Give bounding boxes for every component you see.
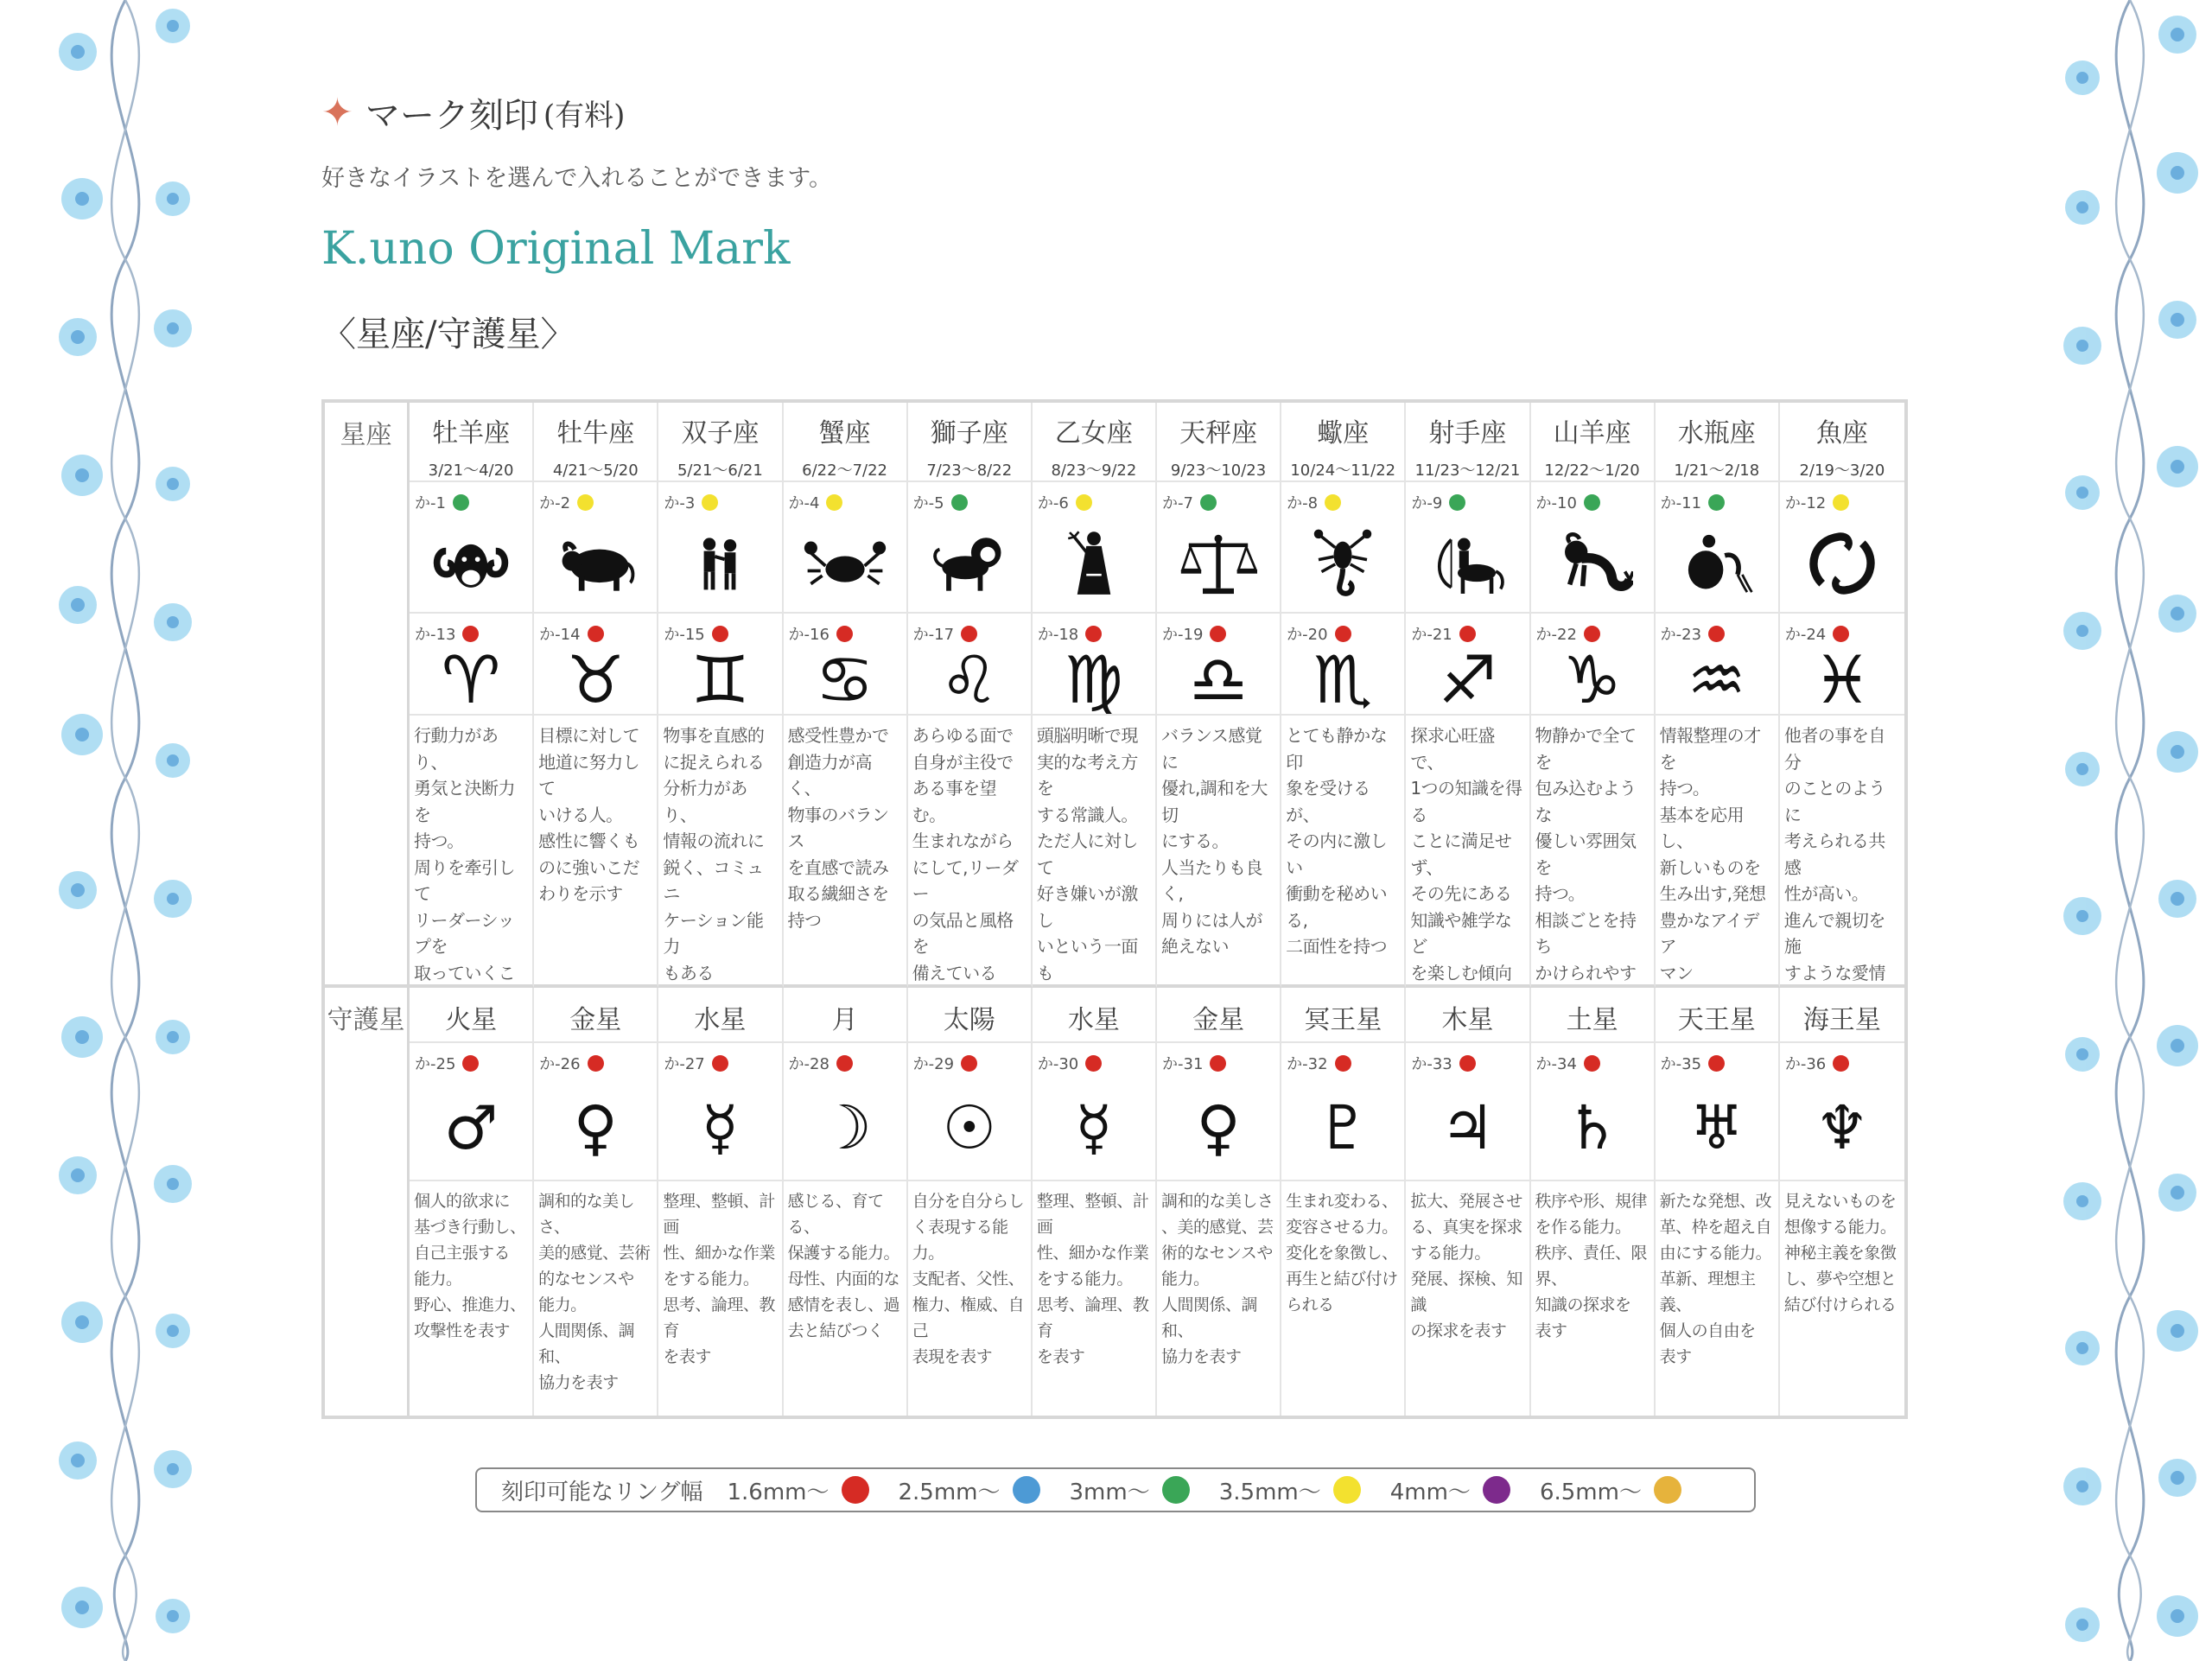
planet-glyph-cell[interactable] (1656, 1043, 1780, 1181)
water-bearer-icon[interactable] (1656, 519, 1778, 608)
sign-description: 感受性豊かで 創造力が高く、 物事のバランス を直感で読み 取る繊細さを 持つ (784, 716, 908, 988)
planet-description: 整理、整頓、計画 性、細かな作業 をする能力。 思考、論理、教育 を表す (1033, 1181, 1157, 1416)
ring-width-dot (836, 626, 853, 642)
mark-code-text: か-36 (1784, 1055, 1827, 1073)
mark-code-text: か-4 (788, 494, 820, 512)
sign-dates: 8/23〜9/22 (1051, 461, 1137, 480)
mark-code (539, 1052, 603, 1074)
ring-width-dot (961, 1055, 977, 1072)
sign-illustration-cell[interactable] (658, 482, 783, 614)
ring-width-dot (951, 494, 968, 511)
ring-width-dot (1459, 626, 1476, 642)
zodiac-glyph: ♓ (1812, 641, 1872, 716)
sign-glyph-cell[interactable] (1656, 614, 1780, 716)
sign-header-6 (1157, 403, 1281, 482)
sign-description: 探求心旺盛で、 1つの知識を得る ことに満足せず、 その先にある 知識や雑学など を楽しむ傾向 (1406, 716, 1530, 988)
mark-code (913, 1052, 977, 1074)
zodiac-glyph-icon[interactable] (658, 641, 781, 716)
ring-width-dot (462, 1055, 479, 1072)
mark-code-text: か-22 (1535, 626, 1577, 644)
sign-dates: 11/23〜12/21 (1414, 461, 1521, 480)
sign-dates: 5/21〜6/21 (677, 461, 763, 480)
sign-description: 行動力があり、 勇気と決断力を 持つ。 周りを牽引して リーダーシップを 取っていくこ (410, 716, 534, 988)
page-heading (321, 88, 625, 137)
planet-description: 見えないものを 想像する能力。 神秘主義を象徴 し、夢や空想と 結び付けられる (1783, 1192, 1897, 1314)
zodiac-glyph: ♎ (1189, 641, 1249, 716)
floral-vine-left (43, 0, 207, 1661)
planet-description: 拡大、発展させ る、真実を探求 する能力。 発展、探検、知識 の探求を表す (1406, 1181, 1530, 1416)
planet-name: 木星 (1406, 988, 1530, 1043)
mark-code-text: か-27 (664, 1055, 705, 1073)
legend-item-label: 2.5mm〜 (898, 1479, 1001, 1505)
mercury-icon[interactable] (658, 1079, 781, 1176)
planet-name: 金星 (534, 988, 658, 1043)
mark-code-text: か-14 (539, 626, 581, 644)
sign-illustration-cell[interactable] (1281, 482, 1406, 614)
sign-illustration-cell[interactable] (784, 482, 908, 614)
mark-code (1661, 491, 1725, 513)
ring-width-dot (826, 494, 842, 511)
sign-header-10 (1656, 403, 1780, 482)
mercury-icon[interactable] (1033, 1079, 1155, 1176)
venus-icon[interactable] (534, 1079, 657, 1176)
sign-glyph-cell[interactable] (534, 614, 658, 716)
legend-item (1070, 1474, 1190, 1506)
mark-code-text: か-23 (1660, 626, 1702, 644)
legend-title: 刻印可能なリング幅 (501, 1479, 703, 1505)
mark-code-text: か-25 (415, 1055, 456, 1073)
sign-header-8 (1406, 403, 1530, 482)
mark-code-text: か-20 (1287, 626, 1328, 644)
mark-code (1536, 491, 1600, 513)
pluto-icon[interactable] (1281, 1079, 1404, 1176)
zodiac-glyph-icon[interactable] (1531, 641, 1654, 716)
legend-color-dot (1483, 1476, 1510, 1504)
mark-code-text: か-17 (912, 626, 955, 644)
mark-code-text: か-31 (1162, 1055, 1204, 1073)
ring-width-dot (588, 626, 604, 642)
ring-width-dot (453, 494, 469, 511)
legend-color-dot (1162, 1476, 1190, 1504)
zodiac-glyph: ♏ (1313, 641, 1373, 716)
planet-name: 土星 (1531, 988, 1656, 1043)
legend-color-dot (1013, 1476, 1040, 1504)
planet-name: 金星 (1157, 988, 1281, 1043)
legend-item (1540, 1474, 1681, 1506)
legend-item-label: 4mm〜 (1389, 1479, 1471, 1505)
legend-color-dot (1654, 1476, 1681, 1504)
planet-glyph: ☿ (1075, 1092, 1113, 1163)
mark-code (664, 491, 718, 513)
legend-item-label: 3mm〜 (1069, 1479, 1150, 1505)
zodiac-glyph: ♍ (1064, 641, 1123, 716)
mark-code-text: か-33 (1411, 1055, 1452, 1073)
sign-glyph-cell[interactable] (1157, 614, 1281, 716)
sign-glyph-cell[interactable] (784, 614, 908, 716)
mark-code (415, 1052, 479, 1074)
zodiac-glyph: ♒ (1687, 641, 1746, 716)
mark-code-text: か-3 (664, 494, 696, 512)
ring-width-dot (1325, 494, 1341, 511)
planet-glyph-cell[interactable] (784, 1043, 908, 1181)
zodiac-glyph: ♊ (690, 641, 750, 716)
zodiac-glyph-icon[interactable] (1656, 641, 1778, 716)
sign-dates: 12/22〜1/20 (1544, 461, 1640, 480)
neptune-icon[interactable] (1780, 1079, 1904, 1176)
planet-description: 整理、整頓、計画 性、細かな作業 をする能力。 思考、論理、教育 を表す (658, 1181, 783, 1416)
sign-header-9 (1531, 403, 1656, 482)
mark-code-text: か-32 (1287, 1055, 1328, 1073)
ring-width-dot (1708, 494, 1725, 511)
planet-glyph: ☿ (701, 1092, 739, 1163)
crab-icon[interactable] (784, 519, 906, 608)
planet-glyph: ♂ (443, 1092, 499, 1163)
sign-description: 頭脳明晰で現 実的な考え方を する常識人。 ただ人に対して 好き嫌いが激し いという一面も (1033, 716, 1157, 988)
venus-icon[interactable] (1157, 1079, 1280, 1176)
mark-code-text: か-15 (664, 626, 705, 644)
zodiac-glyph-icon[interactable] (1157, 641, 1280, 716)
planet-name: 天王星 (1656, 988, 1780, 1043)
planet-description: 調和的な美しさ、 美的感覚、芸術 的なセンスや 能力。 人間関係、調和、 協力を表す (534, 1181, 658, 1416)
zodiac-glyph: ♑ (1562, 641, 1622, 716)
sign-header-4 (908, 403, 1033, 482)
sign-name: 牡羊座 (432, 418, 511, 449)
planet-glyph-cell[interactable] (1157, 1043, 1281, 1181)
mark-code-text: か-16 (788, 626, 830, 644)
sign-glyph-cell[interactable] (1406, 614, 1530, 716)
legend-color-dot (842, 1476, 869, 1504)
mark-code-text: か-5 (912, 494, 944, 512)
sign-header-5 (1033, 403, 1157, 482)
sign-glyph-cell[interactable] (1531, 614, 1656, 716)
planet-glyph-cell[interactable] (658, 1043, 783, 1181)
zodiac-glyph: ♐ (1438, 641, 1497, 716)
planet-glyph-cell[interactable] (1033, 1043, 1157, 1181)
ring-width-legend (475, 1467, 1756, 1512)
sign-illustration-cell[interactable] (1033, 482, 1157, 614)
sign-description: とても静かな印 象を受けるが、 その内に激しい 衝動を秘めいる, 二面性を持つ (1281, 716, 1406, 988)
sign-description: バランス感覚に 優れ,調和を大切 にする。 人当たりも良く, 周りには人が 絶えない (1157, 716, 1281, 988)
mark-code (1785, 491, 1849, 513)
legend-item (727, 1474, 868, 1506)
zodiac-glyph: ♉ (566, 641, 626, 716)
sign-glyph-cell[interactable] (908, 614, 1033, 716)
legend-color-dot (1333, 1476, 1361, 1504)
zodiac-glyph-icon[interactable] (534, 641, 657, 716)
planet-name: 月 (784, 988, 908, 1043)
planet-glyph: ☽ (817, 1092, 872, 1163)
legend-item-label: 6.5mm〜 (1539, 1479, 1642, 1505)
zodiac-glyph-icon[interactable] (1780, 641, 1904, 716)
planet-glyph-cell[interactable] (1531, 1043, 1656, 1181)
uranus-icon[interactable] (1656, 1079, 1778, 1176)
ring-width-dot (1335, 1055, 1351, 1072)
zodiac-glyph: ♌ (939, 641, 999, 716)
planet-glyph: ♀ (573, 1092, 618, 1163)
planet-name: 水星 (658, 988, 783, 1043)
sign-dates: 1/21〜2/18 (1674, 461, 1760, 480)
archer-icon[interactable] (1406, 519, 1529, 608)
sign-glyph-cell[interactable] (1780, 614, 1904, 716)
mark-code-text: か-24 (1784, 626, 1827, 644)
heading-paid-note: (有料) (543, 99, 626, 133)
floral-vine-right (2048, 0, 2212, 1661)
fish-icon[interactable] (1780, 519, 1904, 608)
saturn-icon[interactable] (1531, 1079, 1654, 1176)
planet-glyph: ♇ (1315, 1092, 1370, 1163)
sign-header-11 (1780, 403, 1904, 482)
mark-code-text: か-12 (1784, 494, 1827, 512)
planet-glyph: ♅ (1689, 1092, 1745, 1163)
planet-name: 太陽 (908, 988, 1033, 1043)
planet-name: 火星 (410, 988, 534, 1043)
planet-glyph: ♃ (1440, 1092, 1495, 1163)
sign-description: あらゆる面で 自身が主役で ある事を望む。 生まれながら にして,リーダー の気品と風格を 備えている (908, 716, 1033, 988)
sign-header-7 (1281, 403, 1406, 482)
planet-glyph-cell[interactable] (1281, 1043, 1406, 1181)
sign-illustration-cell[interactable] (1656, 482, 1780, 614)
sign-header-1 (534, 403, 658, 482)
ring-width-dot (836, 1055, 853, 1072)
ring-width-dot (1335, 626, 1351, 642)
legend-item-label: 3.5mm〜 (1218, 1479, 1321, 1505)
zodiac-glyph: ♈ (442, 641, 501, 716)
mark-code (1411, 1052, 1475, 1074)
sun-icon[interactable] (908, 1079, 1031, 1176)
planet-glyph: ☉ (942, 1092, 997, 1163)
planet-glyph-cell[interactable] (410, 1043, 534, 1181)
mark-code (789, 1052, 853, 1074)
ring-width-dot (702, 494, 718, 511)
planet-description: 自分を自分らし く表現する能力。 支配者、父性、 権力、権威、自己 表現を表す (908, 1181, 1033, 1416)
zodiac-glyph-icon[interactable] (1281, 641, 1404, 716)
sign-name: 双子座 (681, 418, 760, 449)
mark-code-text: か-35 (1660, 1055, 1702, 1073)
sign-name: 水瓶座 (1677, 418, 1756, 449)
mark-code-text: か-6 (1037, 494, 1069, 512)
mark-code (1287, 1052, 1351, 1074)
sign-header-3 (784, 403, 908, 482)
sign-illustration-cell[interactable] (534, 482, 658, 614)
planet-description: 秩序や形、規律 を作る能力。 秩序、責任、限界、 知識の探求を 表す (1531, 1181, 1656, 1416)
sign-name: 蟹座 (818, 418, 871, 449)
planet-name: 冥王星 (1281, 988, 1406, 1043)
mark-code (1038, 491, 1092, 513)
mark-code-text: か-26 (539, 1055, 581, 1073)
section-title: 〈星座/守護星〉 (321, 315, 575, 354)
mark-code-text: か-21 (1411, 626, 1452, 644)
sign-dates: 6/22〜7/22 (802, 461, 887, 480)
mark-code-text: か-10 (1535, 494, 1577, 512)
ring-width-dot (1584, 1055, 1600, 1072)
ring-width-dot (1584, 494, 1600, 511)
scorpion-icon[interactable] (1281, 519, 1404, 608)
mark-code-text: か-1 (415, 494, 446, 512)
ring-width-dot (577, 494, 594, 511)
planet-description: 生まれ変わる、 変容させる力。 変化を象徴し、 再生と結び付け られる (1281, 1181, 1406, 1416)
mark-code-text: か-18 (1037, 626, 1079, 644)
mark-code (415, 491, 469, 513)
mark-code-text: か-2 (539, 494, 571, 512)
ring-width-dot (961, 626, 977, 642)
ring-width-dot (1833, 494, 1849, 511)
mark-code-text: か-9 (1411, 494, 1443, 512)
planet-glyph-cell[interactable] (908, 1043, 1033, 1181)
mark-code (1038, 1052, 1102, 1074)
row-label-guardian: 守護星 (325, 988, 410, 1416)
ring-width-dot (1708, 626, 1725, 642)
mark-code-text: か-30 (1037, 1055, 1079, 1073)
sign-header-0 (410, 403, 534, 482)
legend-item (1219, 1474, 1361, 1506)
ring-width-dot (1200, 494, 1217, 511)
ring-width-dot (1085, 626, 1102, 642)
mark-code (1661, 1052, 1725, 1074)
sparkle-icon: ✦ (321, 91, 353, 135)
mark-code-text: か-28 (788, 1055, 830, 1073)
maiden-icon[interactable] (1033, 519, 1155, 608)
mark-code (1287, 491, 1341, 513)
mark-code (1411, 491, 1465, 513)
planet-description: 調和的な美しさ 、美的感覚、芸 術的なセンスや 能力。 人間関係、調和、 協力を表す (1157, 1181, 1281, 1416)
mark-code (1785, 1052, 1849, 1074)
sign-name: 天秤座 (1179, 418, 1258, 449)
sign-illustration-cell[interactable] (908, 482, 1033, 614)
ring-width-dot (1076, 494, 1092, 511)
mark-code-text: か-8 (1287, 494, 1319, 512)
sign-glyph-cell[interactable] (410, 614, 534, 716)
mark-code-text: か-11 (1660, 494, 1702, 512)
planet-glyph: ♄ (1565, 1092, 1619, 1163)
ring-width-dot (1708, 1055, 1725, 1072)
zodiac-glyph-icon[interactable] (1406, 641, 1529, 716)
zodiac-glyph: ♋ (815, 641, 874, 716)
mark-code (1162, 491, 1217, 513)
sign-dates: 2/19〜3/20 (1799, 461, 1885, 480)
sign-header-2 (658, 403, 783, 482)
sign-name: 牡牛座 (556, 418, 635, 449)
jupiter-icon[interactable] (1406, 1079, 1529, 1176)
ring-width-dot (462, 626, 479, 642)
sign-glyph-cell[interactable] (1033, 614, 1157, 716)
sign-name: 乙女座 (1054, 418, 1133, 449)
lion-icon[interactable] (908, 519, 1031, 608)
scales-icon[interactable] (1157, 519, 1280, 608)
planet-glyph-cell[interactable] (1406, 1043, 1530, 1181)
zodiac-glyph-icon[interactable] (1033, 641, 1155, 716)
mark-code (1162, 1052, 1226, 1074)
legend-item-label: 1.6mm〜 (727, 1479, 830, 1505)
zodiac-glyph-icon[interactable] (908, 641, 1031, 716)
sign-name: 魚座 (1815, 418, 1868, 449)
mars-icon[interactable] (410, 1079, 532, 1176)
planet-description: 感じる、育てる、 保護する能力。 母性、内面的な 感情を表し、過 去と結びつく (784, 1181, 908, 1416)
sign-name: 蠍座 (1317, 418, 1370, 449)
ring-width-dot (588, 1055, 604, 1072)
zodiac-glyph-icon[interactable] (410, 641, 532, 716)
sign-illustration-cell[interactable] (1780, 482, 1904, 614)
mark-code (539, 491, 594, 513)
sign-description: 目標に対して 地道に努力して いける人。 感性に響くも のに強いこだ わりを示す (534, 716, 658, 988)
mark-code-text: か-13 (415, 626, 456, 644)
sign-glyph-cell[interactable] (1281, 614, 1406, 716)
mark-table (321, 399, 1908, 1419)
brand-title: K.uno Original Mark (321, 223, 791, 275)
planet-name: 海王星 (1780, 988, 1904, 1043)
sign-description: 物静かで全てを 包み込むような 優しい雰囲気を 持つ。 相談ごとを持ち かけられやす (1531, 716, 1656, 988)
legend-item (899, 1474, 1040, 1506)
sign-description: 他者の事を自分 のことのように 考えられる共感 性が高い。 進んで親切を施 すような愛情 (1780, 716, 1904, 988)
ring-width-dot (1584, 626, 1600, 642)
planet-glyph-cell[interactable] (534, 1043, 658, 1181)
sign-dates: 7/23〜8/22 (926, 461, 1013, 480)
mark-code-text: か-34 (1535, 1055, 1577, 1073)
sign-dates: 10/24〜11/22 (1290, 461, 1396, 480)
ring-width-dot (1085, 1055, 1102, 1072)
ring-width-dot (712, 626, 728, 642)
mark-code (913, 491, 968, 513)
heading-title: マーク刻印 (365, 96, 538, 136)
mark-code-text: か-19 (1162, 626, 1204, 644)
planet-description: 新たな発想、改 革、枠を超え自 由にする能力。 革新、理想主義、 個人の自由を 表す (1656, 1181, 1780, 1416)
mark-code (789, 491, 843, 513)
ring-width-dot (1210, 1055, 1226, 1072)
ring-width-dot (1449, 494, 1465, 511)
planet-glyph: ♀ (1196, 1092, 1241, 1163)
sign-dates: 3/21〜4/20 (428, 461, 514, 480)
ring-width-dot (1210, 626, 1226, 642)
planet-description: 個人的欲求に 基づき行動し、 自己主張する 能力。 野心、推進力、 攻撃性を表す (410, 1181, 534, 1416)
ring-width-dot (1833, 626, 1849, 642)
zodiac-glyph-icon[interactable] (784, 641, 906, 716)
sign-dates: 9/23〜10/23 (1170, 461, 1267, 480)
sign-description: 物事を直感的 に捉えられる 分析力があり、 情報の流れに 鋭く、コミュニ ケーション能力 もある (658, 716, 783, 988)
ram-icon[interactable] (410, 519, 532, 608)
bull-icon[interactable] (534, 519, 657, 608)
sign-name: 獅子座 (930, 418, 1008, 449)
mark-code (1536, 1052, 1600, 1074)
twins-icon[interactable] (658, 519, 781, 608)
sign-glyph-cell[interactable] (658, 614, 783, 716)
legend-item (1390, 1474, 1510, 1506)
sign-description: 情報整理の才を 持つ。 基本を応用し、 新しいものを 生み出す,発想 豊かなアイデア マン (1656, 716, 1780, 988)
sign-illustration-cell[interactable] (410, 482, 534, 614)
ring-width-dot (712, 1055, 728, 1072)
mark-code (664, 1052, 728, 1074)
sea-goat-icon[interactable] (1531, 519, 1654, 608)
sign-name: 山羊座 (1553, 418, 1631, 449)
moon-icon[interactable] (784, 1079, 906, 1176)
mark-code-text: か-29 (912, 1055, 955, 1073)
ring-width-dot (1459, 1055, 1476, 1072)
sign-illustration-cell[interactable] (1406, 482, 1530, 614)
mark-code-text: か-7 (1162, 494, 1193, 512)
planet-glyph-cell[interactable] (1780, 1043, 1904, 1181)
planet-name: 水星 (1033, 988, 1157, 1043)
sign-illustration-cell[interactable] (1531, 482, 1656, 614)
sign-dates: 4/21〜5/20 (552, 461, 639, 480)
row-label-constellation: 星座 (325, 403, 410, 988)
sign-illustration-cell[interactable] (1157, 482, 1281, 614)
ring-width-dot (1833, 1055, 1849, 1072)
planet-glyph: ♆ (1815, 1092, 1870, 1163)
page-subtitle: 好きなイラストを選んで入れることができます。 (321, 165, 833, 192)
sign-name: 射手座 (1428, 418, 1507, 449)
